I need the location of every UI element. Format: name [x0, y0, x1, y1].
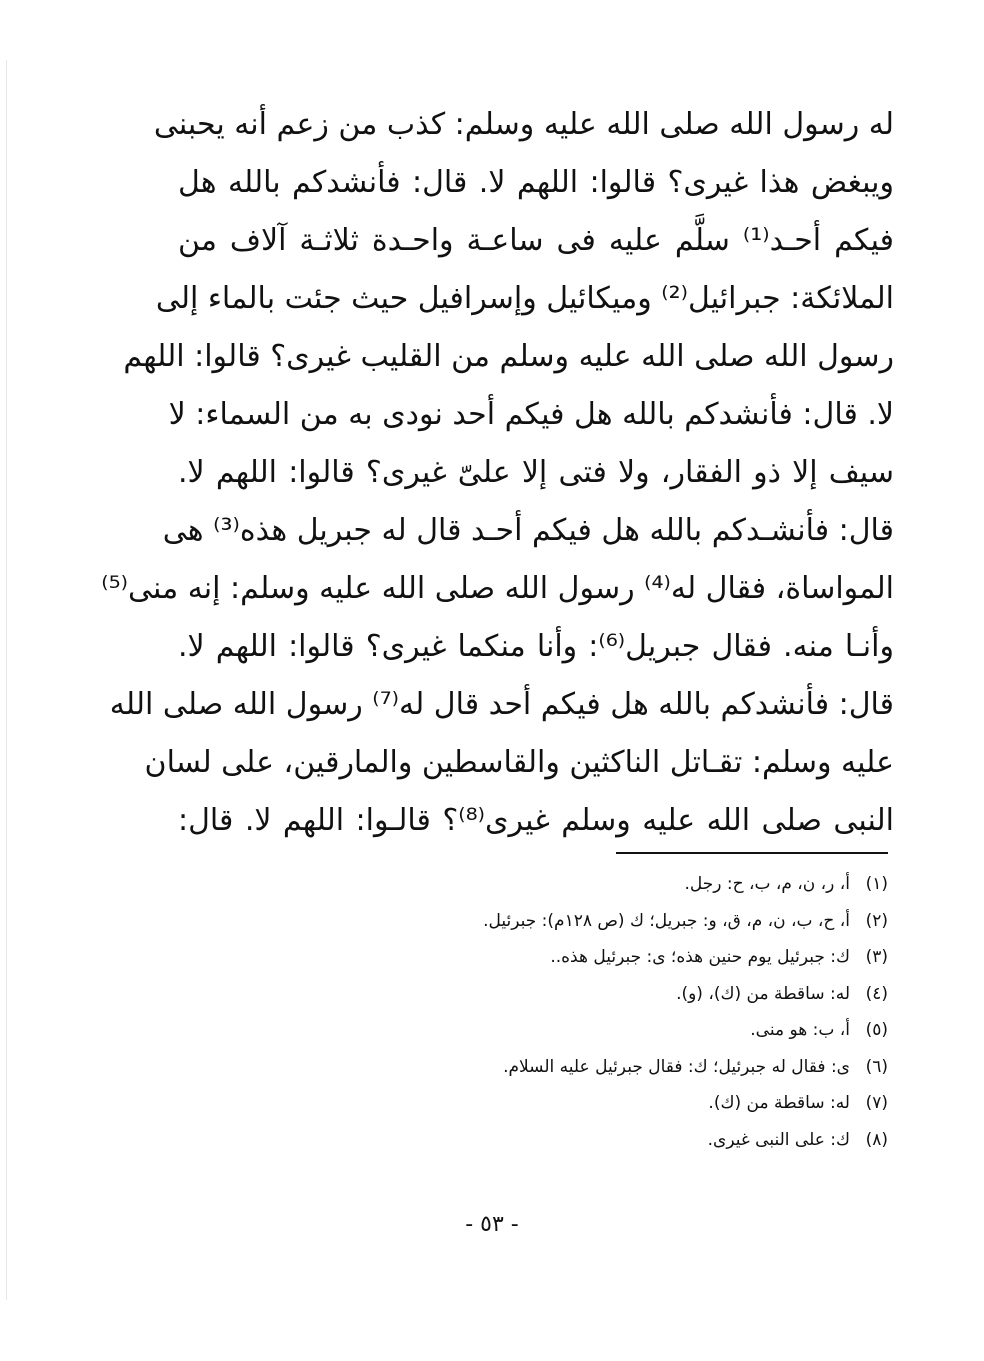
- footnote: [188, 1049, 888, 1086]
- footnote-number: (٢): [865, 910, 888, 931]
- text-line: المواساة، فقال له⁽⁴⁾ رسول الله صلى الله عليه وسلم: إنه منى⁽⁵⁾: [101, 571, 894, 606]
- footnote-text: أ، ح، ب، ن، م، ق، و: جبريل؛ ك (ص ١٢٨م): جبرئيل.: [483, 910, 850, 931]
- footnote-number: (٥): [865, 1020, 888, 1040]
- footnote-number: (٧): [865, 1093, 888, 1113]
- footnote-text: ى: فقال له جبرئيل؛ ك: فقال جبرئيل عليه السلام.: [503, 1056, 850, 1077]
- footnote: [188, 939, 888, 976]
- text-line: ويبغض هذا غيرى؟ قالوا: اللهم لا. قال: فأنشدكم بالله هل: [178, 165, 894, 200]
- scan-edge-mark: [6, 60, 7, 1300]
- footnote: [188, 866, 888, 903]
- footnote-text: له: ساقطة من (ك)، (و).: [676, 983, 850, 1004]
- footnote-text: أ، ب: هو منى.: [750, 1020, 850, 1040]
- footnote: [188, 976, 888, 1013]
- text-line: النبى صلى الله عليه وسلم غيرى⁽⁸⁾؟ قالـوا: اللهم لا. قال:: [178, 803, 894, 838]
- footnote-separator: [616, 852, 888, 854]
- footnote: [188, 1012, 888, 1049]
- text-line: له رسول الله صلى الله عليه وسلم: كذب من زعم أنه يحبنى: [153, 107, 894, 142]
- text-line: الملائكة: جبرائيل⁽²⁾ وميكائيل وإسرافيل حيث جئت بالماء إلى: [155, 281, 894, 316]
- footnote: [188, 903, 888, 940]
- footnote-number: (١): [865, 874, 888, 894]
- footnotes-block: [188, 866, 888, 1158]
- text-line: قال: فأنشـدكم بالله هل فيكم أحـد قال له جبريل هذه⁽³⁾ هى: [162, 513, 894, 548]
- main-text-block: [101, 96, 895, 850]
- text-line: قال: فأنشدكم بالله هل فيكم أحد قال له⁽⁷⁾ رسول الله صلى الله: [109, 687, 894, 722]
- footnote-text: له: ساقطة من (ك).: [708, 1093, 850, 1113]
- footnote-number: (٤): [865, 983, 888, 1004]
- page-number: - ٥٣ -: [465, 1212, 519, 1237]
- footnote-text: ك: جبرئيل يوم حنين هذه؛ ى: جبرئيل هذه..: [550, 947, 850, 967]
- footnote-number: (٣): [865, 947, 888, 967]
- text-line: سيف إلا ذو الفقار، ولا فتى إلا علىّ غيرى؟ قالوا: اللهم لا.: [178, 455, 894, 490]
- text-line: عليه وسلم: تقـاتل الناكثين والقاسطين والمارقين، على لسان: [144, 745, 894, 780]
- text-line: فيكم أحـد⁽¹⁾ سلَّم عليه فى ساعـة واحـدة ثلاثـة آلاف من: [178, 223, 895, 258]
- text-line: لا. قال: فأنشدكم بالله هل فيكم أحد نودى به من السماء: لا: [168, 397, 894, 432]
- footnote-text: أ، ر، ن، م، ب، ح: رجل.: [684, 874, 850, 894]
- text-line: رسول الله صلى الله عليه وسلم من القليب غيرى؟ قالوا: اللهم: [123, 339, 894, 374]
- footnote: [188, 1085, 888, 1122]
- footnote-text: ك: على النبى غيرى.: [707, 1129, 850, 1150]
- footnote-number: (٨): [865, 1129, 888, 1150]
- footnote: [188, 1122, 888, 1159]
- text-line: وأنـا منه. فقال جبريل⁽⁶⁾: وأنا منكما غيرى؟ قالوا: اللهم لا.: [178, 629, 894, 664]
- footnote-number: (٦): [865, 1056, 888, 1077]
